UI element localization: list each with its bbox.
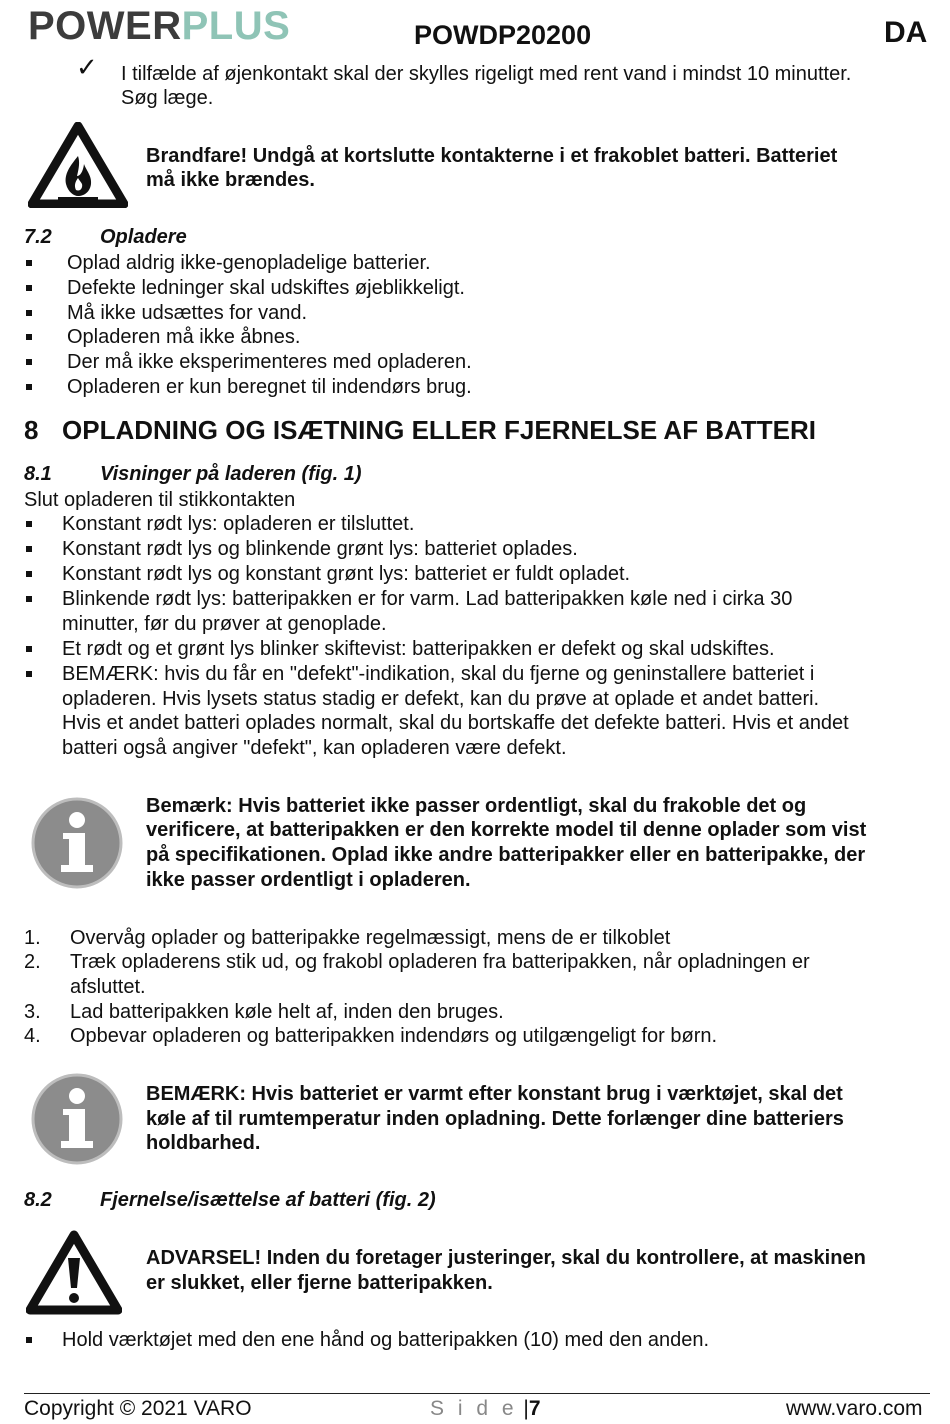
section-8-heading [24,415,816,446]
step-number: 2. [24,951,41,973]
list-item: Konstant rødt lys og blinkende grønt lys: batteriet oplades. [62,538,578,560]
list-item-continuation: opladeren. Hvis lysets status stadig er defekt, kan du prøve at oplade et andet batteri. [62,688,820,710]
note2-line-1: BEMÆRK: Hvis batteriet er varmt efter konstant brug i værktøjet, skal det [146,1083,843,1105]
section-8-1-number: 8.1 [24,463,52,485]
footer-page-label: S i d e [430,1397,518,1420]
intro-line-2: Søg læge. [121,87,214,109]
intro-line-1: I tilfælde af øjenkontakt skal der skylles rigeligt med rent vand i mindst 10 minutter. [121,63,852,85]
bullet-icon [26,334,32,340]
bullet-icon [26,671,32,677]
section-8-1-title: Visninger på laderen (fig. 1) [100,463,362,485]
brand-logo [28,4,290,49]
fire-warning-line-2: må ikke brændes. [146,169,315,191]
list-item: BEMÆRK: hvis du får en "defekt"-indikation, skal du fjerne og geninstallere batteriet i [62,663,815,685]
section-8-title: OPLADNING OG ISÆTNING ELLER FJERNELSE AF BATTERI [62,415,817,445]
section-7-2-number: 7.2 [24,226,52,248]
bullet-icon [26,521,32,527]
bullet-icon [26,596,32,602]
step-text: Træk opladerens stik ud, og frakobl opladeren fra batteripakken, når opladningen er [70,951,810,973]
footer-url: www.varo.com [786,1397,923,1420]
footer-page-separator: | [523,1397,529,1420]
list-item-continuation: minutter, før du prøver at genoplade. [62,613,387,635]
bullet-icon [26,285,32,291]
section-7-2-title: Opladere [100,226,187,248]
list-item: Konstant rødt lys og konstant grønt lys: batteriet er fuldt opladet. [62,563,631,585]
list-item: Defekte ledninger skal udskiftes øjeblikkeligt. [67,277,465,299]
footer-copyright: Copyright © 2021 VARO [24,1397,252,1420]
section-8-2-heading [24,1189,436,1212]
fire-warning-line-1: Brandfare! Undgå at kortslutte kontakterne i et frakoblet batteri. Batteriet [146,145,838,167]
list-item: Må ikke udsættes for vand. [67,302,308,324]
bullet-icon [26,359,32,365]
section-8-1-heading [24,463,362,486]
bullet-icon [26,646,32,652]
note1-line-2: verificere, at batteripakken er den korrekte model til denne oplader som vist [146,819,867,841]
footer-divider [24,1393,930,1394]
note2-line-3: holdbarhed. [146,1132,261,1154]
list-item: Oplad aldrig ikke-genopladelige batterier. [67,252,431,274]
footer-page-number: 7 [528,1397,541,1420]
list-item: Hold værktøjet med den ene hånd og batteripakken (10) med den anden. [62,1329,710,1351]
warning-icon [26,1230,122,1321]
list-item: Konstant rødt lys: opladeren er tilsluttet. [62,513,415,535]
brand-logo-part1: POWER [28,4,182,48]
bullet-icon [26,260,32,266]
section-8-2-title: Fjernelse/isættelse af batteri (fig. 2) [100,1189,436,1211]
step-number: 4. [24,1025,41,1047]
info-icon [30,1072,124,1171]
list-item: Blinkende rødt lys: batteripakken er for varm. Lad batteripakken køle ned i cirka 30 [62,588,793,610]
checkmark-icon: ✓ [76,52,98,82]
section-8-number: 8 [24,415,39,445]
step-text: Overvåg oplader og batteripakke regelmæssigt, mens de er tilkoblet [70,927,671,949]
section-8-1-intro: Slut opladeren til stikkontakten [24,489,296,511]
list-item-continuation: Hvis et andet batteri oplades normalt, skal du bortskaffe det defekte batteri. Hvis et andet [62,712,849,734]
brand-logo-part2: PLUS [181,4,291,48]
flame-warning-icon [28,122,128,213]
list-item: Opladeren må ikke åbnes. [67,326,301,348]
list-item: Et rødt og et grønt lys blinker skiftevist: batteripakken er defekt og skal udskiftes. [62,638,775,660]
note2-line-2: køle af til rumtemperatur inden opladning. Dette forlænger dine batteriers [146,1108,844,1130]
bullet-icon [26,310,32,316]
footer-page [430,1397,541,1421]
list-item: Opladeren er kun beregnet til indendørs brug. [67,376,472,398]
step-text-continuation: afsluttet. [70,976,146,998]
bullet-icon [26,384,32,390]
warning-line-1: ADVARSEL! Inden du foretager justeringer, skal du kontrollere, at maskinen [146,1247,866,1269]
step-text: Lad batteripakken køle helt af, inden den bruges. [70,1001,504,1023]
bullet-icon [26,1337,32,1343]
bullet-icon [26,571,32,577]
list-item: Der må ikke eksperimenteres med opladeren. [67,351,472,373]
warning-line-2: er slukket, eller fjerne batteripakken. [146,1272,493,1294]
info-icon [30,796,124,895]
section-7-2-heading [24,226,187,249]
note1-line-1: Bemærk: Hvis batteriet ikke passer ordentligt, skal du frakoble det og [146,795,807,817]
step-number: 3. [24,1001,41,1023]
language-code: DA [884,16,928,49]
bullet-icon [26,546,32,552]
list-item-continuation: batteri også angiver "defekt", kan opladeren være defekt. [62,737,567,759]
note1-line-4: ikke passer ordentligt i opladeren. [146,869,471,891]
step-text: Opbevar opladeren og batteripakken indendørs og utilgængeligt for børn. [70,1025,718,1047]
note1-line-3: på specifikationen. Oplad ikke andre batteripakker eller en batteripakke, der [146,844,866,866]
model-number: POWDP20200 [414,20,592,50]
step-number: 1. [24,927,41,949]
section-8-2-number: 8.2 [24,1189,52,1211]
